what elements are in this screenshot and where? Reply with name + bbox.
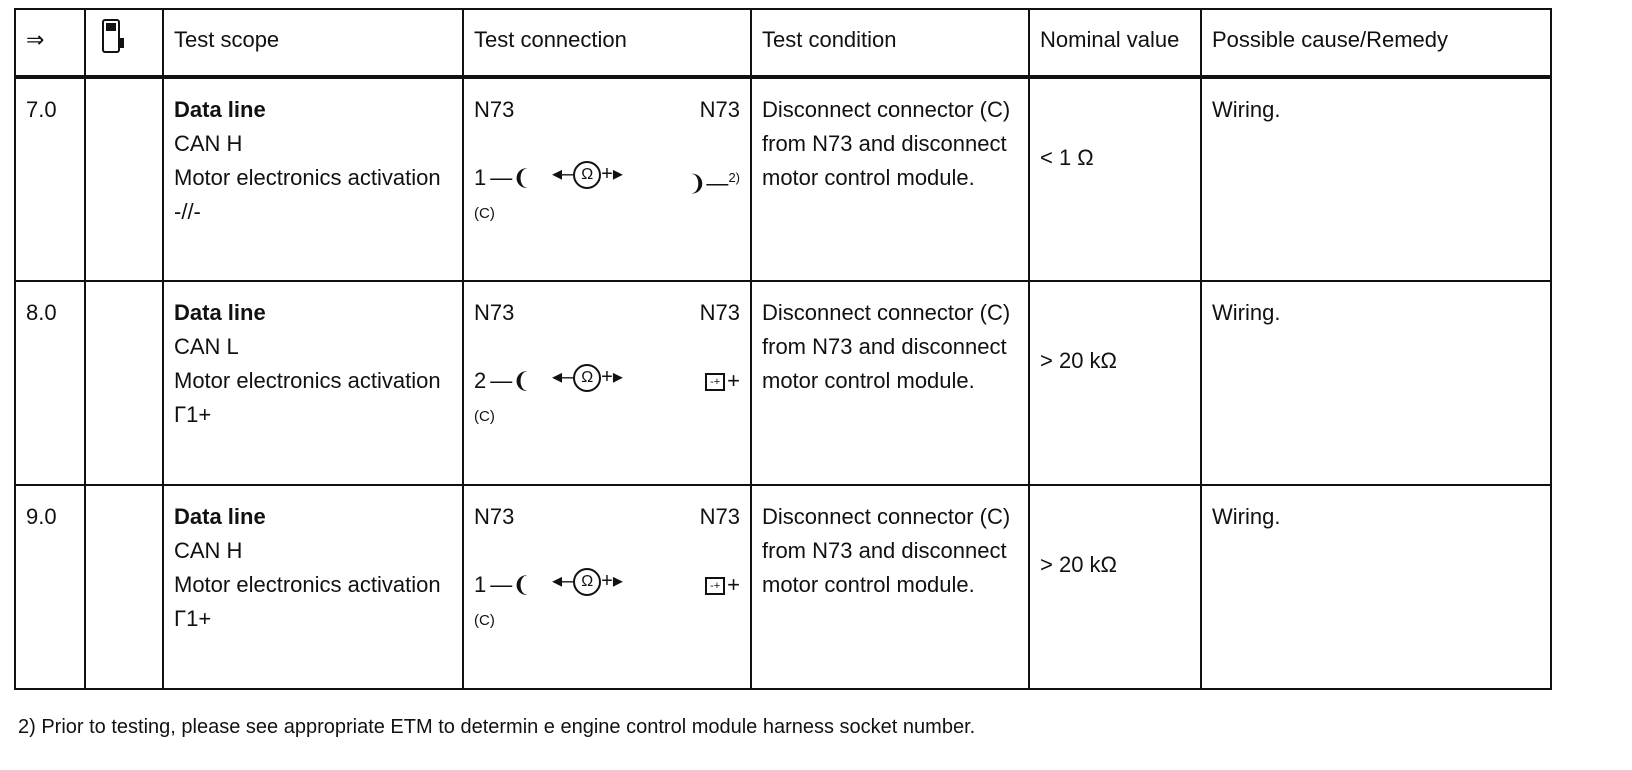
remedy-cell: Wiring.	[1201, 77, 1551, 281]
test-table	[14, 8, 1552, 690]
header-test-connection: Test connection	[463, 9, 751, 77]
scope-signal: CAN H	[174, 538, 243, 563]
socket-symbol-icon: —❨	[490, 165, 531, 190]
step-number: 7.0	[15, 77, 85, 281]
scope-signal: CAN H	[174, 131, 243, 156]
scope-title: Data line	[174, 300, 266, 325]
table-row	[15, 485, 1551, 689]
nominal-value: > 20 kΩ	[1040, 348, 1117, 373]
scope-description: Motor electronics activation	[174, 165, 441, 190]
remedy-cell: Wiring.	[1201, 281, 1551, 485]
test-scope-cell	[163, 281, 463, 485]
ohmmeter-icon: ◂– Ω +▸	[552, 360, 623, 394]
remedy-cell: Wiring.	[1201, 485, 1551, 689]
connector-left-label: N73	[474, 97, 515, 122]
test-scope-cell	[163, 485, 463, 689]
condition-line: Disconnect connector (C)	[762, 97, 1011, 122]
socket-symbol-icon: —❨	[490, 572, 531, 597]
battery-icon: -+	[705, 373, 725, 391]
scope-description: Motor electronics activation	[174, 368, 441, 393]
header-remedy: Possible cause/Remedy	[1201, 9, 1551, 77]
test-connection-cell	[463, 485, 751, 689]
scope-extra: -//-	[174, 199, 201, 224]
test-table-sheet	[14, 8, 1552, 690]
pin-connector-id: (C)	[474, 205, 495, 222]
pin-connector-id: (C)	[474, 612, 495, 629]
pin-left: 1	[474, 572, 487, 597]
pin-left: 1	[474, 165, 487, 190]
nominal-value: > 20 kΩ	[1040, 552, 1117, 577]
tester-cell	[85, 485, 163, 689]
header-test-condition: Test condition	[751, 9, 1029, 77]
footnote: 2) Prior to testing, please see appropriate ETM to determin e engine control module harness socket number.	[18, 716, 976, 738]
connector-right-label: N73	[699, 504, 740, 529]
scope-extra: Γ1+	[174, 606, 212, 631]
scope-title: Data line	[174, 97, 266, 122]
header-tester	[85, 9, 163, 77]
connector-left-label: N73	[474, 300, 515, 325]
tester-cell	[85, 77, 163, 281]
scope-signal: CAN L	[174, 334, 239, 359]
condition-line: motor control module.	[762, 368, 975, 393]
table-row	[15, 77, 1551, 281]
tester-icon	[102, 19, 120, 53]
socket-symbol-icon: —❨	[490, 368, 531, 393]
nominal-value-cell	[1029, 281, 1201, 485]
pin-left: 2	[474, 368, 487, 393]
condition-line: from N73 and disconnect	[762, 538, 1007, 563]
table-row	[15, 281, 1551, 485]
socket-symbol-icon: ❩—	[688, 170, 729, 196]
step-number: 9.0	[15, 485, 85, 689]
table-header-row	[15, 9, 1551, 77]
connector-left-label: N73	[474, 504, 515, 529]
pin-connector-id: (C)	[474, 408, 495, 425]
test-connection-cell	[463, 77, 751, 281]
pin-right: 2)	[728, 170, 740, 185]
scope-extra: Γ1+	[174, 402, 212, 427]
battery-icon: -+	[705, 577, 725, 595]
pin-right: +	[727, 368, 740, 393]
test-condition-cell	[751, 77, 1029, 281]
header-test-scope: Test scope	[163, 9, 463, 77]
test-scope-cell	[163, 77, 463, 281]
condition-line: from N73 and disconnect	[762, 334, 1007, 359]
condition-line: Disconnect connector (C)	[762, 504, 1011, 529]
test-connection-cell	[463, 281, 751, 485]
condition-line: Disconnect connector (C)	[762, 300, 1011, 325]
condition-line: motor control module.	[762, 165, 975, 190]
ohmmeter-icon: ◂– Ω +▸	[552, 157, 623, 191]
connector-right-label: N73	[699, 97, 740, 122]
ohmmeter-icon: ◂– Ω +▸	[552, 564, 623, 598]
condition-line: motor control module.	[762, 572, 975, 597]
header-arrow: ⇒	[15, 9, 85, 77]
header-nominal-value: Nominal value	[1029, 9, 1201, 77]
scope-description: Motor electronics activation	[174, 572, 441, 597]
nominal-value-cell	[1029, 77, 1201, 281]
test-condition-cell	[751, 281, 1029, 485]
tester-cell	[85, 281, 163, 485]
nominal-value-cell	[1029, 485, 1201, 689]
nominal-value: < 1 Ω	[1040, 145, 1094, 170]
connector-right-label: N73	[699, 300, 740, 325]
step-number: 8.0	[15, 281, 85, 485]
pin-right: +	[727, 572, 740, 597]
scope-title: Data line	[174, 504, 266, 529]
test-condition-cell	[751, 485, 1029, 689]
condition-line: from N73 and disconnect	[762, 131, 1007, 156]
